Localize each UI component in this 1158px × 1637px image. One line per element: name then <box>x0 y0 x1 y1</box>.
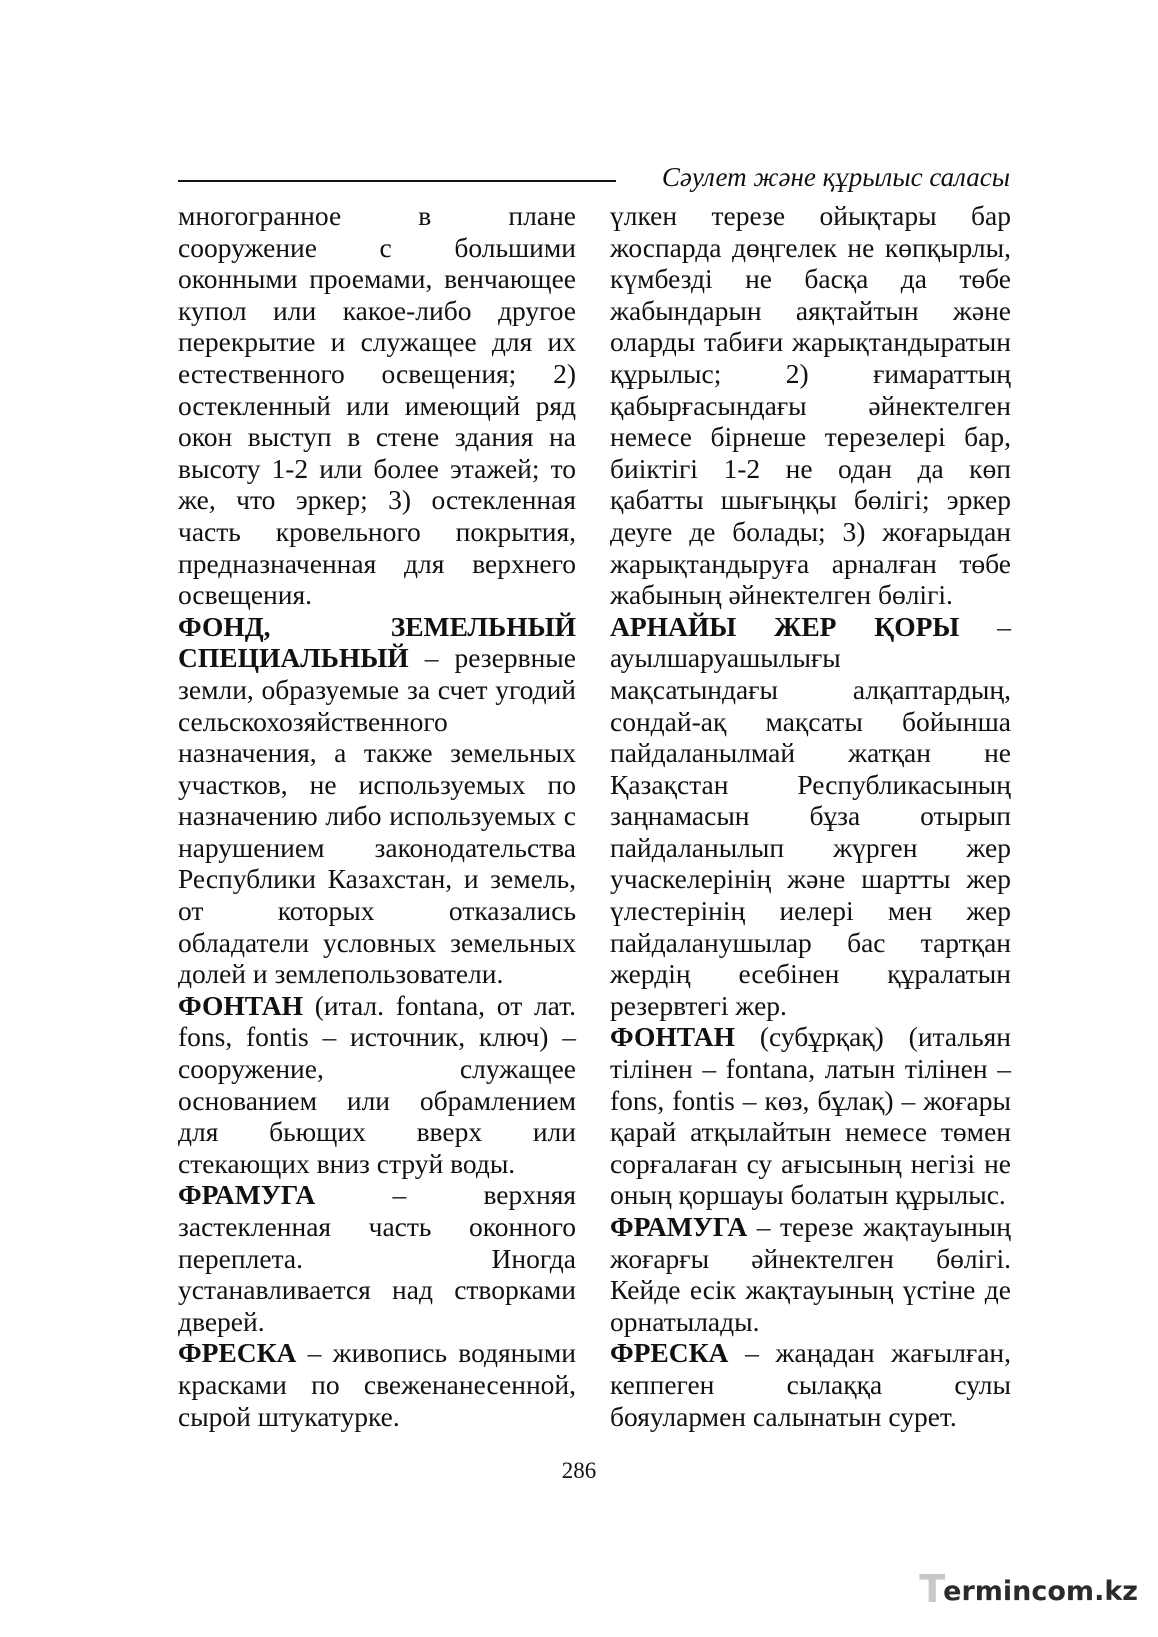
entry-term: ФРАМУГА <box>610 1211 748 1242</box>
dictionary-entry <box>178 200 576 611</box>
watermark-text: ermincom.kz <box>943 1576 1138 1607</box>
entry-definition: многогранное в плане сооружение с большими оконными проемами, венчающее купол или какое-либо другое перекрытие и служащее для их естественного освещения; 2) остекленный или имеющий ряд окон выступ в стене здания на высоту 1-2 или более этажей; то же, что эркер; 3) остекленная часть кровельного покрытия, предназначенная для верхнего освещения. <box>178 200 576 611</box>
dictionary-entry <box>178 611 576 990</box>
dictionary-entry <box>178 990 576 1180</box>
right-column <box>610 200 1011 1432</box>
header-title: Сәулет және құрылыс саласы <box>661 162 1010 192</box>
entry-definition: – резервные земли, образуемые за счет угодий сельскохозяйственного назначения, а также земельных участков, не используемых по назначению либо используемых с нарушением законодательства Республики Казахстан, и земель, от которых отказались обладатели условных земельных долей и землепользователи. <box>178 642 576 990</box>
watermark-letter: T <box>919 1567 946 1611</box>
entry-definition: – ауылшаруашылығы мақсатындағы алқаптардың, сондай-ақ мақсаты бойынша пайдаланылмай жатқан не Қазақстан Республикасының заңнамасын бұза отырып пайдаланылып жүрген жер учаскелерінің және шартты жер үлестерінің иелері мен жер пайдаланушылар бас тартқан жердің есебінен құралатын резервтегі жер. <box>610 610 1011 1021</box>
entry-term: ФОНД, ЗЕМЕЛЬНЫЙ СПЕЦИАЛЬНЫЙ <box>178 610 576 674</box>
dictionary-entry <box>610 1211 1011 1337</box>
termincom-watermark <box>919 1567 1138 1611</box>
dictionary-entry <box>610 611 1011 1022</box>
running-header <box>178 162 1010 196</box>
entry-term: АРНАЙЫ ЖЕР ҚОРЫ <box>610 610 960 642</box>
entry-definition: – жаңадан жағылған, кеппеген сылаққа сулы бояулармен салынатын сурет. <box>610 1337 1011 1432</box>
entry-term: ФРЕСКА <box>610 1337 729 1369</box>
dictionary-entry <box>178 1337 576 1432</box>
dictionary-entry <box>610 200 1011 611</box>
entry-definition: – терезе жақтауының жоғарғы әйнектелген бөлігі. Кейде есік жақтауының үстіне де орнатылады. <box>610 1211 1011 1337</box>
dictionary-entry <box>178 1179 576 1337</box>
entry-definition: (итал. fontana, от лат. fons, fontis – источник, ключ) – сооружение, служащее основанием или обрамлением для бьющих вверх или стекающих вниз струй воды. <box>178 989 576 1179</box>
header-rule <box>178 180 616 182</box>
entry-definition: – верхняя застекленная часть оконного переплета. Иногда устанавливается над створками дверей. <box>178 1179 576 1337</box>
entry-term: ФРЕСКА <box>178 1337 297 1369</box>
entry-term: ФОНТАН <box>610 1021 735 1053</box>
entry-term: ФРАМУГА <box>178 1179 316 1211</box>
entry-definition: үлкен терезе ойықтары бар жоспарда дөңгелек не көпқырлы, күмбезді не басқа да төбе жабындарын аяқтайтын және оларды табиғи жарықтандыратын құрылыс; 2) ғимараттың қабырғасындағы әйнектелген немесе бірнеше терезелері бар, биіктігі 1-2 не одан да көп қабатты шығыңқы бөлігі; эркер деуге де болады; 3) жоғарыдан жарықтандыруға арналған төбе жабының әйнектелген бөлігі. <box>610 200 1011 611</box>
entry-definition: (субұрқақ) (итальян тілінен – fontana, латын тілінен – fons, fontis – көз, бұлақ) – жоғары қарай атқылайтын немесе төмен сорғалаған су ағысының негізі не оның қоршауы болатын құрылыс. <box>610 1021 1011 1211</box>
entry-term: ФОНТАН <box>178 989 303 1021</box>
entry-definition: – живопись водяными красками по свеженанесенной, сырой штукатурке. <box>178 1337 576 1432</box>
dictionary-entry <box>610 1337 1011 1432</box>
dictionary-entry <box>610 1021 1011 1211</box>
left-column <box>178 200 576 1432</box>
page-number: 286 <box>561 1458 597 1483</box>
